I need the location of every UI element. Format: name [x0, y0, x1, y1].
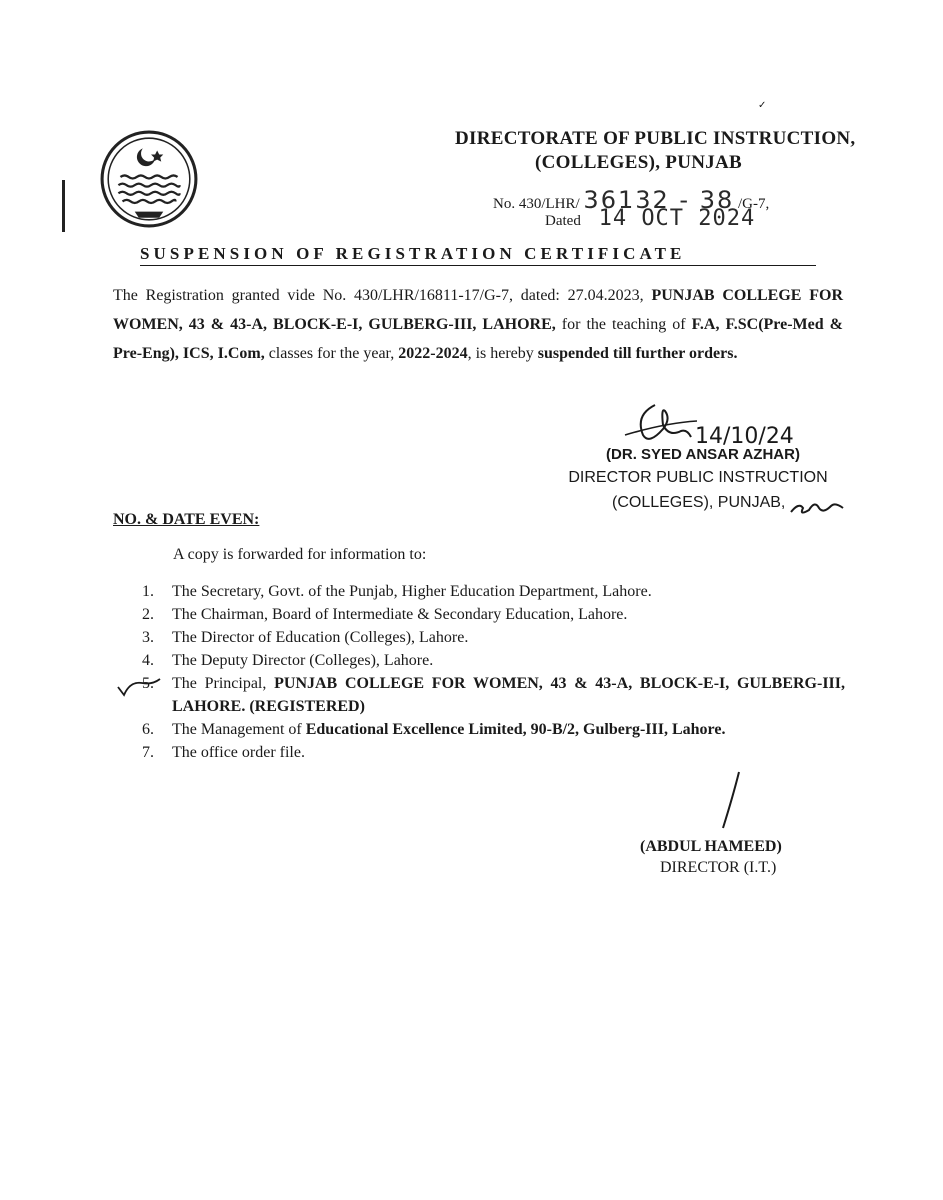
body-text-2: for the teaching of: [555, 316, 692, 333]
list-item: 5. The Principal, PUNJAB COLLEGE FOR WOMEN, 43 & 43-A, BLOCK-E-I, GULBERG-III, LAHORE. (REGISTERED): [142, 675, 846, 715]
list-item: 2. The Chairman, Board of Intermediate & Secondary Education, Lahore.: [142, 606, 628, 623]
copy-intro: A copy is forwarded for information to:: [173, 546, 427, 563]
punjab-government-emblem: [98, 128, 200, 230]
tick-mark: ✓: [758, 100, 767, 111]
ref-handwritten: 36132 - 38: [583, 186, 735, 214]
signatory-title: DIRECTOR PUBLIC INSTRUCTION: [568, 469, 828, 486]
margin-mark: [62, 180, 65, 232]
it-director-signature: [715, 770, 745, 830]
ref-prefix: No. 430/LHR/: [493, 196, 580, 212]
suspension-status: suspended till further orders.: [537, 345, 738, 362]
it-director-title: DIRECTOR (I.T.): [660, 859, 777, 876]
dated-label: Dated: [545, 213, 581, 229]
college-name: PUNJAB COLLEGE FOR WOMEN, 43 & 43-A, BLOCK-E-I, GULBERG-III, LAHORE,: [113, 287, 844, 333]
list-item: 7. The office order file.: [142, 744, 305, 761]
session-years: 2022-2024: [398, 345, 468, 362]
dated-line: [545, 206, 755, 231]
body-text-1: The Registration granted vide No. 430/LHR/16811-17/G-7, dated: 27.04.2023,: [113, 287, 652, 304]
list-item: 1. The Secretary, Govt. of the Punjab, Higher Education Department, Lahore.: [142, 583, 652, 600]
signatory-office: (COLLEGES), PUNJAB,: [612, 494, 786, 511]
signature-date: 14/10/24: [695, 424, 794, 449]
body-text-3: classes for the year,: [264, 345, 399, 362]
signatory-name: (DR. SYED ANSAR AZHAR): [606, 446, 800, 463]
no-date-even: NO. & DATE EVEN:: [113, 511, 260, 528]
initials-scribble: [787, 494, 847, 520]
list-item: 3. The Director of Education (Colleges), Lahore.: [142, 629, 469, 646]
directorate-name: DIRECTORATE OF PUBLIC INSTRUCTION,: [455, 128, 856, 149]
classes: F.A, F.SC(Pre-Med & Pre-Eng), ICS, I.Com,: [113, 316, 843, 362]
list-item: 6. The Management of Educational Excellence Limited, 90-B/2, Gulberg-III, Lahore.: [142, 721, 726, 738]
it-director-name: (ABDUL HAMEED): [640, 838, 782, 855]
document-title: SUSPENSION OF REGISTRATION CERTIFICATE: [140, 244, 816, 266]
list-item: 4. The Deputy Director (Colleges), Lahore.: [142, 652, 434, 669]
body-paragraph: [113, 281, 843, 368]
date-stamp: 14 OCT 2024: [598, 206, 756, 231]
directorate-subname: (COLLEGES), PUNJAB: [535, 152, 743, 173]
recipients-list: [130, 580, 845, 764]
body-text-4: , is hereby: [467, 345, 538, 362]
checkmark-scribble: [116, 675, 162, 697]
ref-suffix: /G-7,: [737, 196, 770, 212]
